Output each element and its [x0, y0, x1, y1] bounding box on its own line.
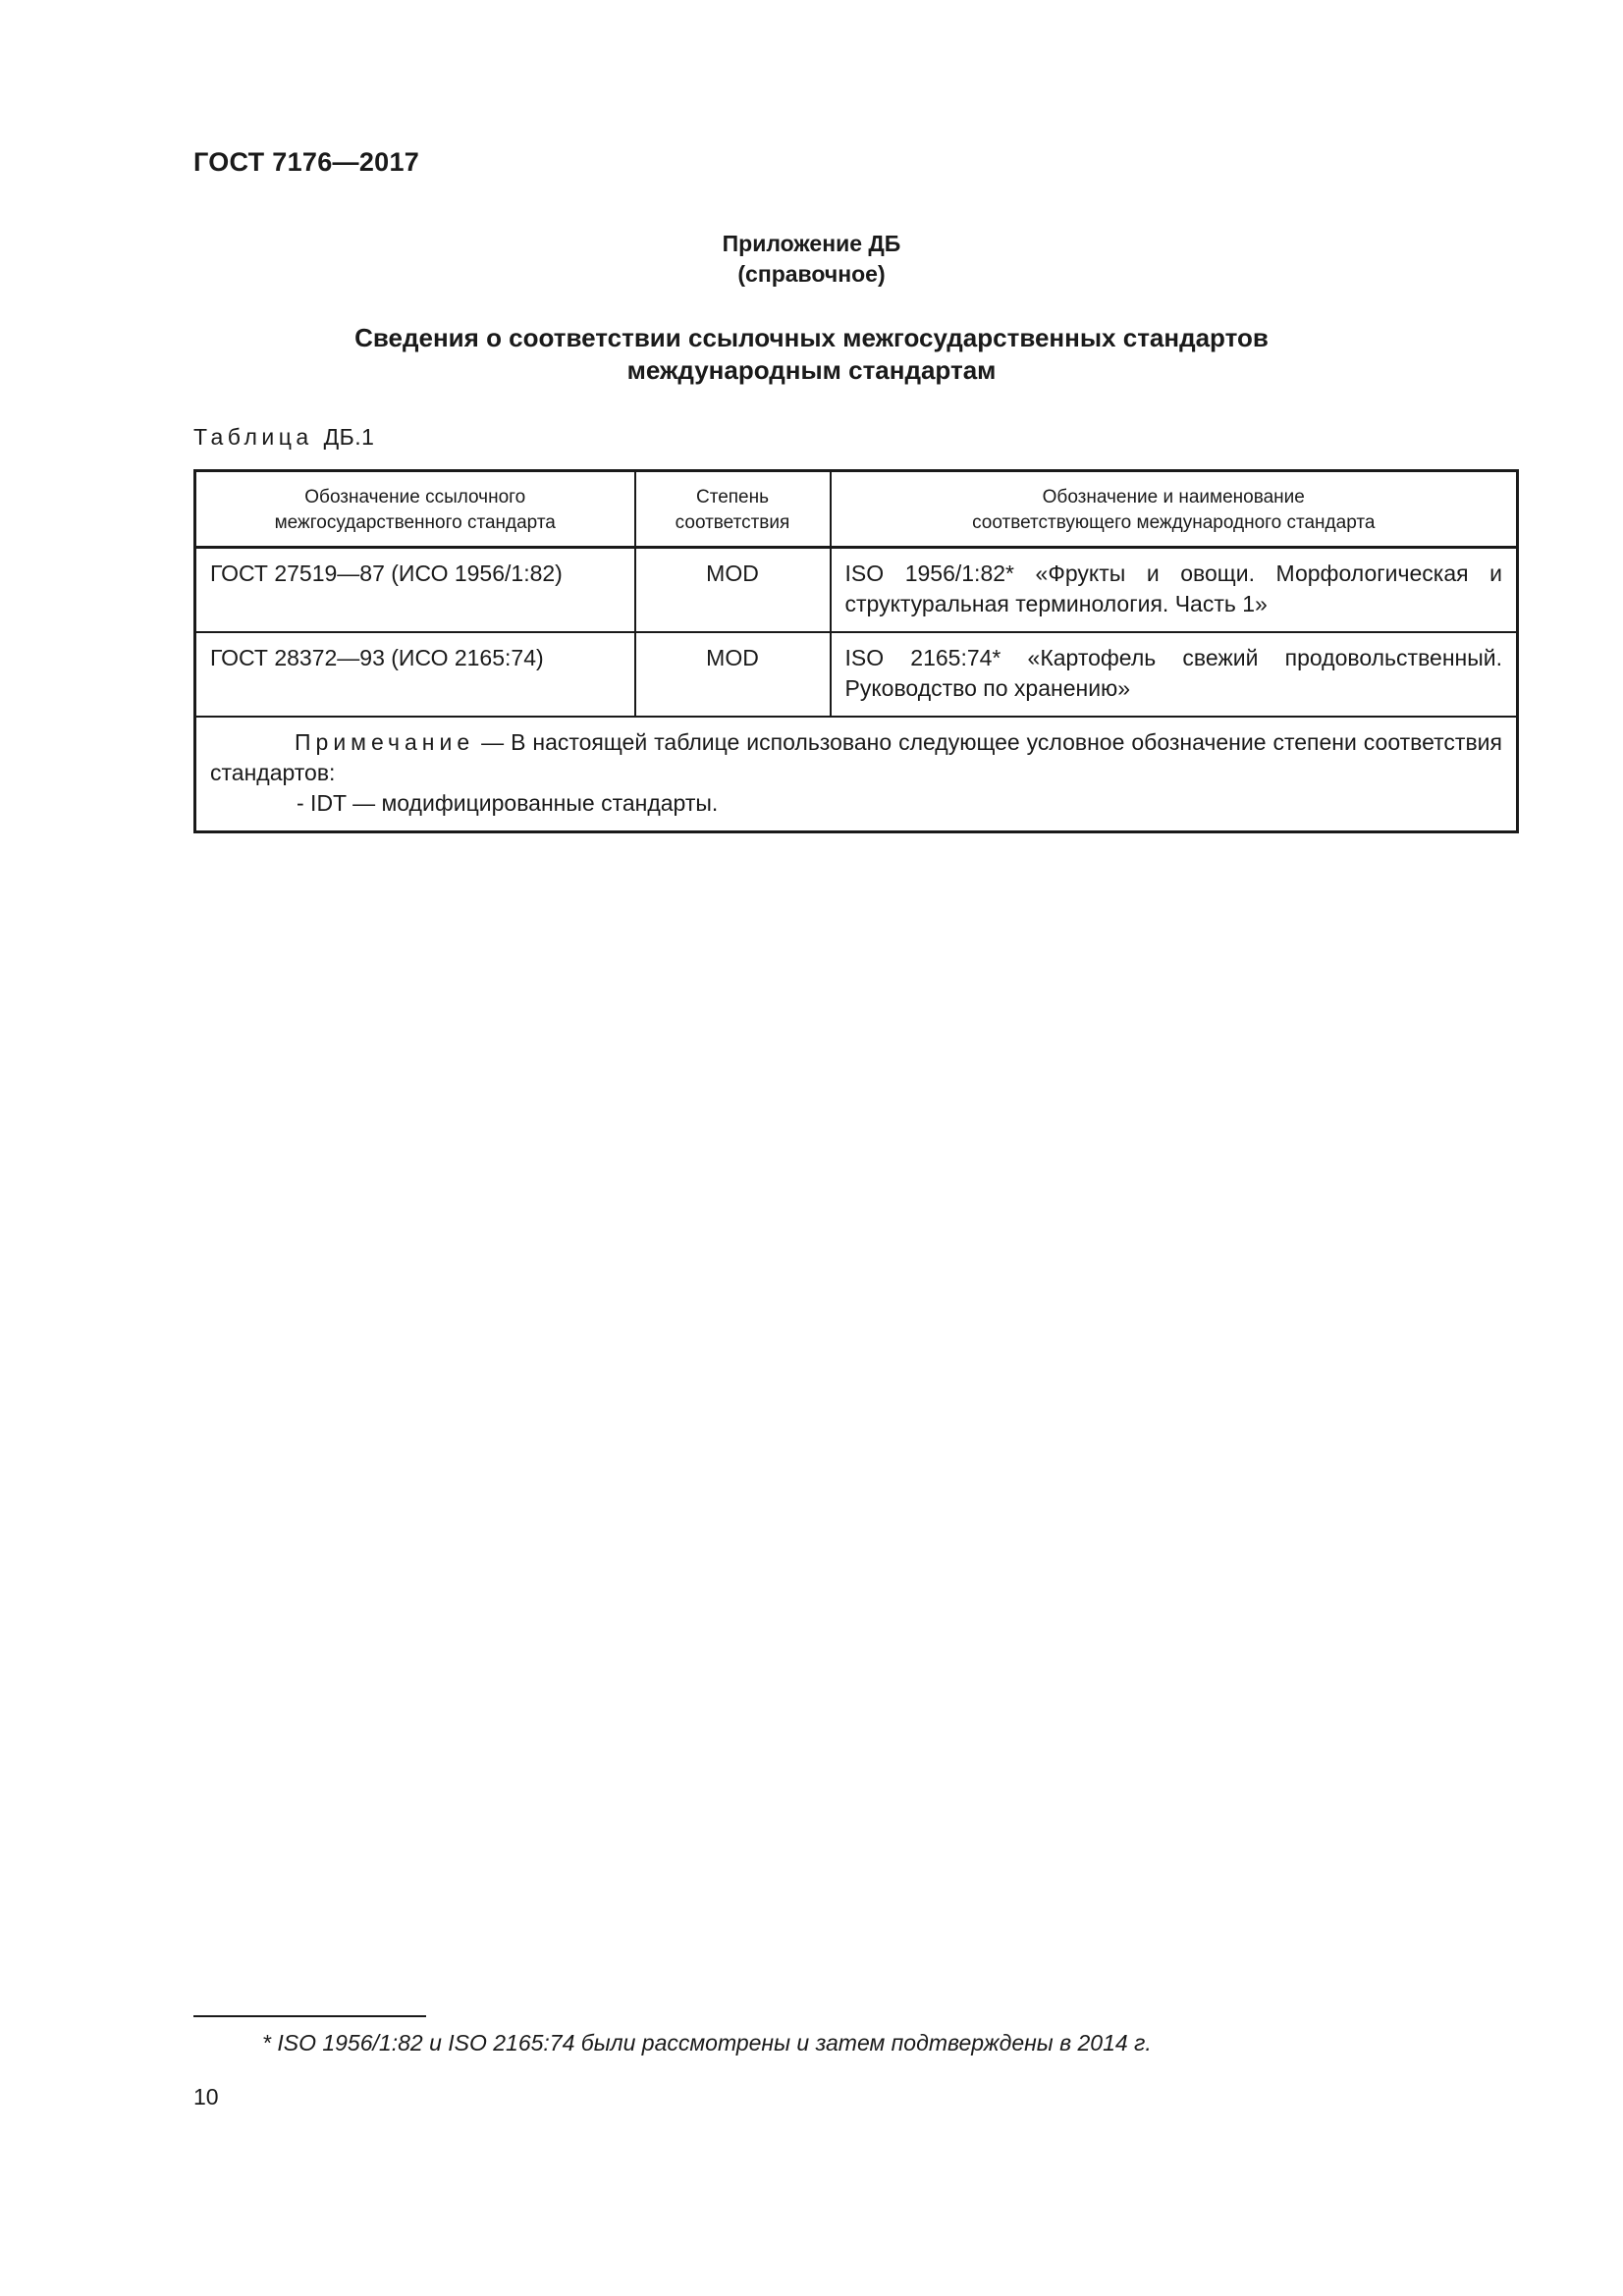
table-row	[195, 548, 1518, 633]
table-caption-label: Таблица	[193, 424, 313, 450]
correspondence-table	[193, 469, 1519, 833]
cell-degree: MOD	[635, 548, 831, 633]
appendix-subtitle: (справочное)	[737, 261, 886, 287]
footnote: * ISO 1956/1:82 и ISO 2165:74 были рассмотрены и затем подтверждены в 2014 г.	[262, 2030, 1152, 2056]
table-caption-number: ДБ.1	[323, 424, 375, 450]
table-note-row	[195, 717, 1518, 832]
note-label: Примечание	[295, 729, 475, 755]
appendix-title: Приложение ДБ	[722, 231, 901, 256]
note-paragraph	[210, 727, 1502, 788]
table-row	[195, 632, 1518, 717]
cell-international: ISO 2165:74* «Картофель свежий продовольственный. Руководство по хранению»	[831, 632, 1518, 717]
table-caption	[193, 424, 374, 451]
note-text: — В настоящей таблице использовано следующее условное обозначение степени соответствия стандартов:	[210, 729, 1502, 785]
cell-standard: ГОСТ 28372—93 (ИСО 2165:74)	[195, 632, 635, 717]
table-header-row	[195, 471, 1518, 548]
footnote-divider	[193, 2015, 426, 2017]
section-title-line1: Сведения о соответствии ссылочных межгосударственных стандартов	[354, 323, 1269, 352]
table-note	[195, 717, 1518, 832]
cell-international: ISO 1956/1:82* «Фрукты и овощи. Морфологическая и структуральная терминология. Часть 1»	[831, 548, 1518, 633]
header-correspondence-degree: Степень соответствия	[635, 471, 831, 548]
page-number: 10	[193, 2084, 219, 2109]
section-title	[0, 322, 1623, 387]
cell-standard: ГОСТ 27519—87 (ИСО 1956/1:82)	[195, 548, 635, 633]
appendix-heading	[0, 229, 1623, 290]
section-title-line2: международным стандартам	[626, 355, 997, 385]
document-code: ГОСТ 7176—2017	[193, 147, 420, 177]
header-interstate-standard: Обозначение ссылочного межгосударственного стандарта	[195, 471, 635, 548]
header-international-standard: Обозначение и наименование соответствующего международного стандарта	[831, 471, 1518, 548]
cell-degree: MOD	[635, 632, 831, 717]
note-item: - IDT — модифицированные стандарты.	[297, 790, 719, 816]
